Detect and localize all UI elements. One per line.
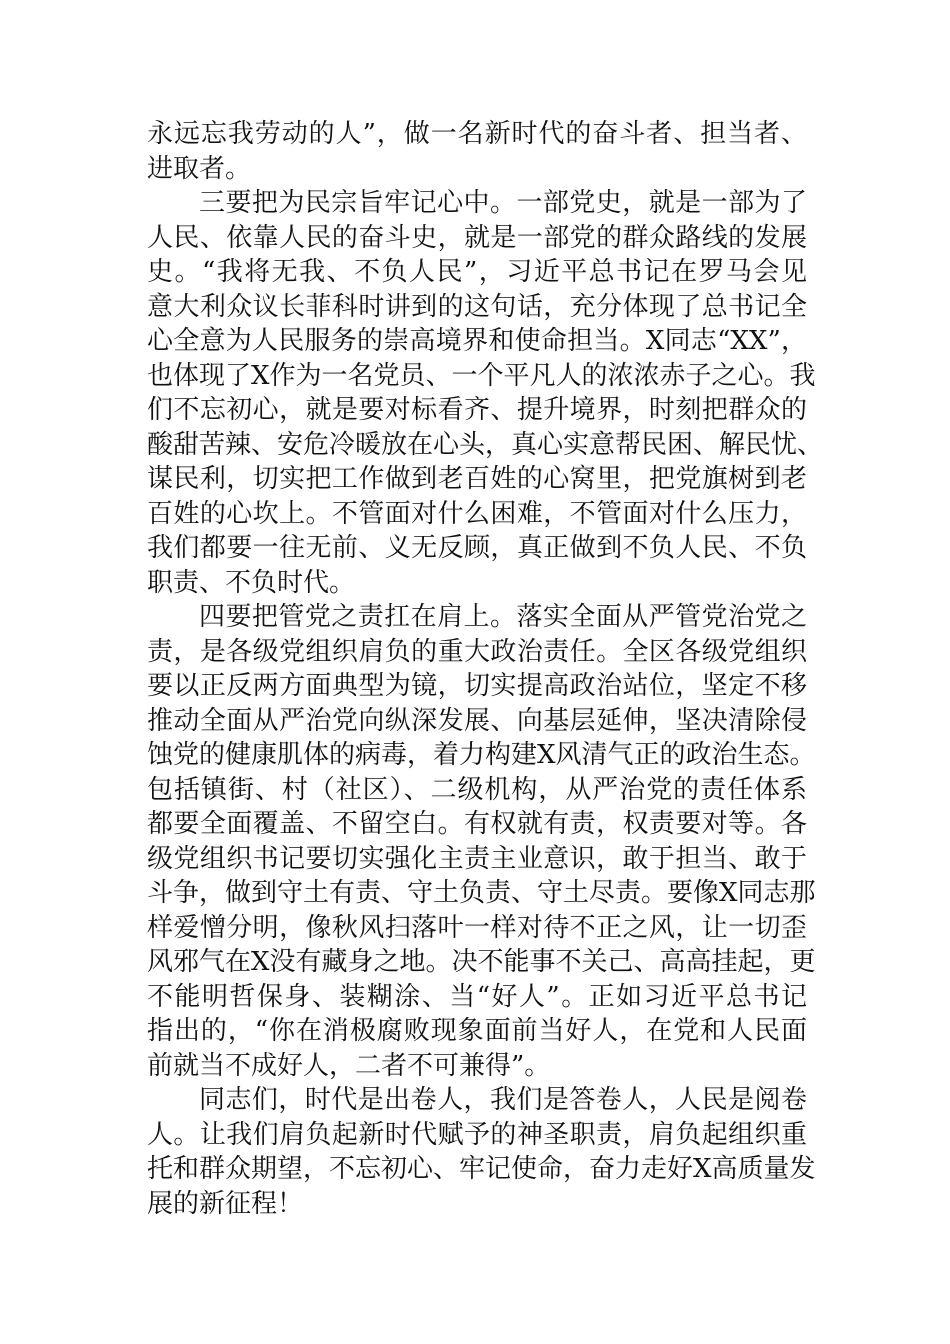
text-line: 样爱憎分明，像秋风扫落叶一样对待不正之风，让一切歪 bbox=[147, 912, 807, 943]
paragraph-first-line: 三要把为民宗旨牢记心中。一部党史，就是一部为了 bbox=[199, 188, 807, 218]
text-line: 都要全面覆盖、不留空白。有权就有责，权责要对等。各 bbox=[147, 809, 807, 839]
text-line: 前就当不成好人，二者不可兼得”。 bbox=[147, 1050, 551, 1081]
text-line: 永远忘我劳动的人”，做一名新时代的奋斗者、担当者、 bbox=[147, 119, 807, 149]
text-line: 包括镇街、村（社区）、二级机构，从严治党的责任体系 bbox=[147, 774, 807, 805]
text-line: 指出的，“你在消极腐败现象面前当好人，在党和人民面 bbox=[147, 1016, 807, 1046]
text-line: 展的新征程！ bbox=[147, 1188, 304, 1219]
text-line: 级党组织书记要切实强化主责主业意识，敢于担当、敢于 bbox=[147, 843, 807, 874]
text-line: 史。“我将无我、不负人民”，习近平总书记在罗马会见 bbox=[147, 257, 807, 287]
text-line: 要以正反两方面典型为镜，切实提高政治站位，坚定不移 bbox=[147, 671, 807, 701]
text-line: 谋民利，切实把工作做到老百姓的心窝里，把党旗树到老 bbox=[147, 464, 807, 494]
text-line: 职责、不负时代。 bbox=[147, 567, 356, 598]
text-line: 心全意为人民服务的崇高境界和使命担当。X同志“XX”， bbox=[147, 326, 807, 356]
text-line: 推动全面从严治党向纵深发展、向基层延伸，坚决清除侵 bbox=[147, 705, 807, 736]
text-line: 斗争，做到守土有责、守土负责、守土尽责。要像X同志那 bbox=[147, 878, 816, 908]
text-line: 责，是各级党组织肩负的重大政治责任。全区各级党组织 bbox=[147, 636, 807, 667]
text-line: 人民、依靠人民的奋斗史，就是一部党的群众路线的发展 bbox=[147, 222, 807, 253]
text-line: 进取者。 bbox=[147, 153, 252, 184]
text-line: 托和群众期望，不忘初心、牢记使命，奋力走好X高质量发 bbox=[147, 1154, 816, 1184]
paragraph-first-line: 同志们，时代是出卷人，我们是答卷人，人民是阅卷 bbox=[199, 1085, 807, 1115]
text-line: 百姓的心坎上。不管面对什么困难，不管面对什么压力， bbox=[147, 498, 807, 529]
text-line: 酸甜苦辣、安危冷暖放在心头，真心实意帮民困、解民忧、 bbox=[147, 429, 824, 460]
text-line: 不能明哲保身、装糊涂、当“好人”。正如习近平总书记 bbox=[147, 981, 807, 1012]
paragraph-first-line: 四要把管党之责扛在肩上。落实全面从严管党治党之 bbox=[199, 602, 807, 632]
text-line: 蚀党的健康肌体的病毒，着力构建X风清气正的政治生态。 bbox=[147, 740, 816, 770]
text-line: 们不忘初心，就是要对标看齐、提升境界，时刻把群众的 bbox=[147, 395, 807, 425]
text-line: 我们都要一往无前、义无反顾，真正做到不负人民、不负 bbox=[147, 533, 807, 563]
document-body bbox=[147, 117, 824, 1221]
text-line: 风邪气在X没有藏身之地。决不能事不关己、高高挂起，更 bbox=[147, 947, 816, 977]
text-line: 意大利众议长菲科时讲到的这句话，充分体现了总书记全 bbox=[147, 291, 807, 322]
text-line: 也体现了X作为一名党员、一个平凡人的浓浓赤子之心。我 bbox=[147, 360, 816, 391]
text-line: 人。让我们肩负起新时代赋予的神圣职责，肩负起组织重 bbox=[147, 1119, 807, 1150]
